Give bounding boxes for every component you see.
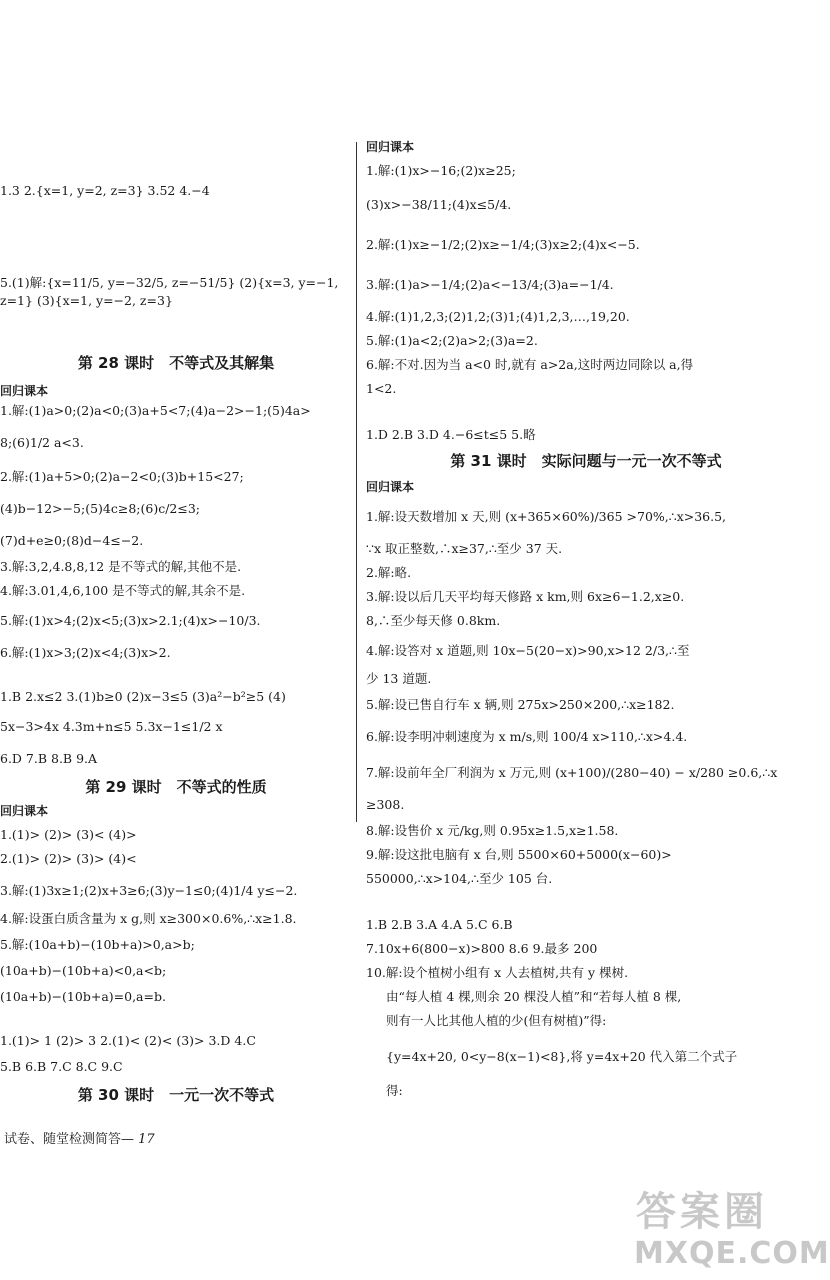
answer-line: 2.解:(1)a+5>0;(2)a−2<0;(3)b+15<27;: [0, 469, 244, 484]
answer-line: 1.(1)> 1 (2)> 3 2.(1)< (2)< (3)> 3.D 4.C: [0, 1033, 256, 1048]
answer-line: 6.D 7.B 8.B 9.A: [0, 751, 98, 766]
answer-line: 4.解:3.01,4,6,100 是不等式的解,其余不是.: [0, 583, 246, 598]
answer-line: 10.解:设个植树小组有 x 人去植树,共有 y 棵树.: [366, 965, 629, 980]
answer-line: 1.(1)> (2)> (3)< (4)>: [0, 827, 137, 842]
answer-line: 7.10x+6(800−x)>800 8.6 9.最多 200: [366, 941, 598, 956]
answer-line: 5.解:(1)a<2;(2)a>2;(3)a=2.: [366, 333, 538, 348]
answer-line: 5.解:(1)x>4;(2)x<5;(3)x>2.1;(4)x>−10/3.: [0, 613, 261, 628]
page-number: 17: [138, 1132, 155, 1147]
answer-line: {y=4x+20, 0<y−8(x−1)<8},将 y=4x+20 代入第二个式子: [386, 1049, 738, 1064]
section-label: 回归课本: [366, 140, 415, 154]
answer-line: 则有一人比其他人植的少(但有树植)”得:: [386, 1013, 607, 1028]
answer-line: (7)d+e≥0;(8)d−4≤−2.: [0, 533, 144, 548]
answer-line: 5.(1)解:{x=11/5, y=−32/5, z=−51/5} (2){x=3, y=−1, z=1} (3){x=1, y=−2, z=3}: [0, 275, 339, 308]
answer-line: (10a+b)−(10b+a)<0,a<b;: [0, 963, 167, 978]
section-label: 回归课本: [0, 804, 49, 818]
answer-line: 550000,∴x>104,∴至少 105 台.: [366, 871, 553, 886]
answer-line: 3.解:3,2,4.8,8,12 是不等式的解,其他不是.: [0, 559, 242, 574]
lesson-28-title: 第 28 课时 不等式及其解集: [77, 354, 275, 372]
answer-line: 1.B 2.x≤2 3.(1)b≥0 (2)x−3≤5 (3)a²−b²≥5 (4): [0, 689, 286, 704]
lesson-30-title: 第 30 课时 一元一次不等式: [77, 1086, 275, 1104]
lesson-31-title: 第 31 课时 实际问题与一元一次不等式: [450, 452, 722, 470]
section-label: 回归课本: [366, 480, 415, 494]
answer-line: 1.D 2.B 3.D 4.−6≤t≤5 5.略: [366, 427, 536, 442]
column-divider: [356, 142, 357, 822]
answer-line: 8;(6)1/2 a<3.: [0, 435, 84, 450]
answer-line: 得:: [386, 1083, 403, 1098]
left-column: [0, 150, 352, 1110]
answer-line: 4.解:设蛋白质含量为 x g,则 x≥300×0.6%,∴x≥1.8.: [0, 911, 297, 926]
answer-line: 7.解:设前年全厂利润为 x 万元,则 (x+100)/(280−40) − x/280 ≥0.6,∴x: [366, 765, 778, 780]
answer-line: 1<2.: [366, 381, 397, 396]
answer-line: 8.解:设售价 x 元/kg,则 0.95x≥1.5,x≥1.58.: [366, 823, 619, 838]
answer-line: 8,∴至少每天修 0.8km.: [366, 613, 501, 628]
answer-line: 9.解:设这批电脑有 x 台,则 5500×60+5000(x−60)>: [366, 847, 672, 862]
answer-line: 5.解:(10a+b)−(10b+a)>0,a>b;: [0, 937, 195, 952]
answer-line: 3.解:(1)a>−1/4;(2)a<−13/4;(3)a=−1/4.: [366, 277, 614, 292]
section-label: 回归课本: [0, 384, 49, 398]
answer-line: (10a+b)−(10b+a)=0,a=b.: [0, 989, 166, 1004]
answer-line: 3.解:(1)3x≥1;(2)x+3≥6;(3)y−1≤0;(4)1/4 y≤−2.: [0, 883, 298, 898]
page-footer: [4, 1128, 155, 1147]
answer-line: (3)x>−38/11;(4)x≤5/4.: [366, 197, 512, 212]
answer-line: ≥308.: [366, 797, 405, 812]
answer-line: 5.解:设已售自行车 x 辆,则 275x>250×200,∴x≥182.: [366, 697, 675, 712]
answer-line: 5x−3>4x 4.3m+n≤5 5.3x−1≤1/2 x: [0, 719, 223, 734]
lesson-29-title: 第 29 课时 不等式的性质: [85, 778, 267, 796]
answer-line: 1.解:(1)x>−16;(2)x≥25;: [366, 163, 516, 178]
answer-line: 5.B 6.B 7.C 8.C 9.C: [0, 1059, 123, 1074]
answer-line: (4)b−12>−5;(5)4c≥8;(6)c/2≤3;: [0, 501, 201, 516]
answer-line: 6.解:(1)x>3;(2)x<4;(3)x>2.: [0, 645, 171, 660]
answer-line: ∵x 取正整数,∴x≥37,∴至少 37 天.: [366, 541, 563, 556]
right-column: [366, 132, 806, 1098]
answer-line: 2.解:略.: [366, 565, 412, 580]
answer-line: 3.解:设以后几天平均每天修路 x km,则 6x≥6−1.2,x≥0.: [366, 589, 685, 604]
answer-line: 1.3 2.{x=1, y=2, z=3} 3.52 4.−4: [0, 183, 210, 198]
answer-line: 2.(1)> (2)> (3)> (4)<: [0, 851, 137, 866]
answer-line: 6.解:设李明冲刺速度为 x m/s,则 100/4 x>110,∴x>4.4.: [366, 729, 688, 744]
answer-line: 2.解:(1)x≥−1/2;(2)x≥−1/4;(3)x≥2;(4)x<−5.: [366, 237, 640, 252]
answer-line: 少 13 道题.: [366, 671, 432, 686]
answer-line: 4.解:(1)1,2,3;(2)1,2;(3)1;(4)1,2,3,…,19,20.: [366, 309, 630, 324]
answer-line: 4.解:设答对 x 道题,则 10x−5(20−x)>90,x>12 2/3,∴至: [366, 643, 690, 658]
answer-line: 1.解:(1)a>0;(2)a<0;(3)a+5<7;(4)a−2>−1;(5)4a>: [0, 403, 311, 418]
site-watermark: [630, 1180, 830, 1276]
answer-line: 1.解:设天数增加 x 天,则 (x+365×60%)/365 >70%,∴x>36.5,: [366, 509, 727, 524]
answer-line: 6.解:不对.因为当 a<0 时,就有 a>2a,这时两边同除以 a,得: [366, 357, 694, 372]
answer-line: 由“每人植 4 棵,则余 20 棵没人植”和“若每人植 8 棵,: [386, 989, 682, 1004]
watermark-logo-text: 答案圈: [636, 1189, 768, 1235]
answer-line: 1.B 2.B 3.A 4.A 5.C 6.B: [366, 917, 513, 932]
watermark-domain: MXQE.COM: [634, 1236, 830, 1271]
footer-text: 试卷、随堂检测简答—: [4, 1132, 135, 1147]
